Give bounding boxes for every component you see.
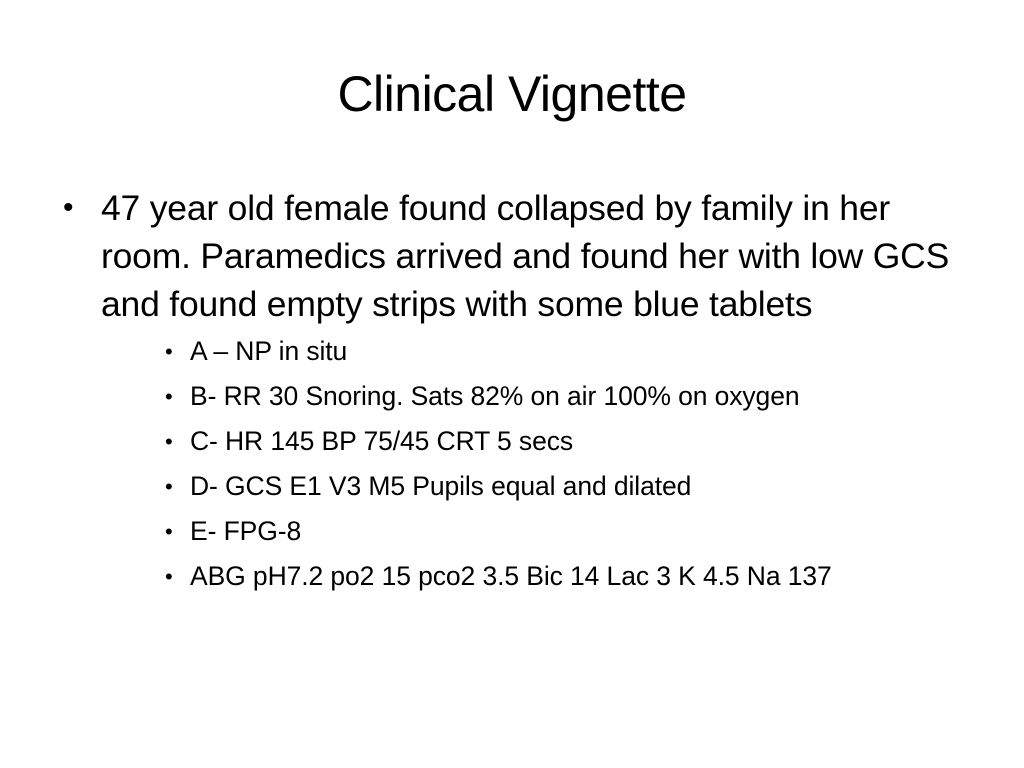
- main-bullet-item: [55, 184, 975, 328]
- sub-bullet-icon: •: [165, 339, 173, 364]
- sub-bullet-text: D- GCS E1 V3 M5 Pupils equal and dilated: [190, 471, 692, 501]
- sub-bullet-icon: •: [165, 429, 173, 454]
- sub-bullet-icon: •: [165, 384, 173, 409]
- sub-bullet-list: [165, 329, 1024, 599]
- sub-bullet-icon: •: [165, 519, 173, 544]
- sub-bullet-item-breathing: [165, 374, 1024, 419]
- sub-bullet-item-airway: [165, 329, 1024, 374]
- bullet-icon: •: [63, 191, 74, 224]
- sub-bullet-text: A – NP in situ: [190, 336, 348, 366]
- slide-body: [55, 184, 975, 599]
- sub-bullet-item-exposure: [165, 509, 1024, 554]
- sub-bullet-icon: •: [165, 474, 173, 499]
- sub-bullet-item-abg: [165, 554, 1024, 599]
- sub-bullet-item-disability: [165, 464, 1024, 509]
- sub-bullet-text: B- RR 30 Snoring. Sats 82% on air 100% on oxygen: [190, 381, 800, 411]
- sub-bullet-icon: •: [165, 564, 173, 589]
- sub-bullet-item-circulation: [165, 419, 1024, 464]
- sub-bullet-text: E- FPG-8: [190, 516, 302, 546]
- sub-bullet-text: ABG pH7.2 po2 15 pco2 3.5 Bic 14 Lac 3 K 4.5 Na 137: [190, 561, 832, 591]
- slide-title: Clinical Vignette: [337, 66, 687, 122]
- main-bullet-text: 47 year old female found collapsed by family in her room. Paramedics arrived and found her with low GCS and found empty strips with some blue tablets: [101, 188, 950, 324]
- sub-bullet-text: C- HR 145 BP 75/45 CRT 5 secs: [190, 426, 574, 456]
